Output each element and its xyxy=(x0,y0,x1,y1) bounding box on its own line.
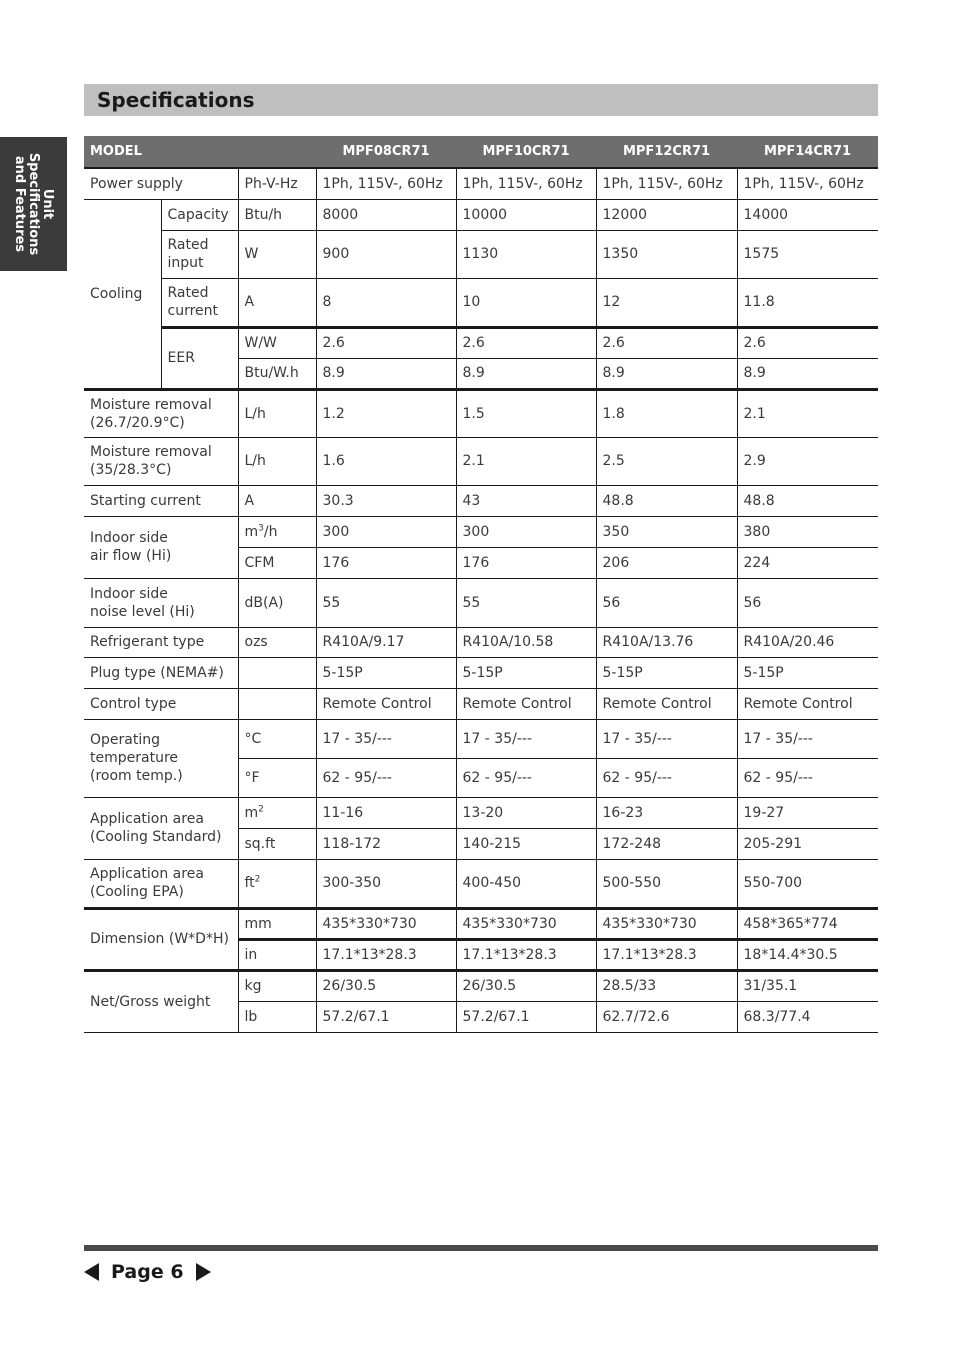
value-cell: 118-172 xyxy=(316,828,456,859)
header-model-3: MPF12CR71 xyxy=(596,136,737,168)
value-cell: Remote Control xyxy=(316,688,456,719)
unit-cell: mm xyxy=(238,908,316,939)
unit-superscript: 2 xyxy=(258,803,264,814)
value-cell: 380 xyxy=(737,516,878,547)
row-label-line-2: (Cooling EPA) xyxy=(90,884,184,900)
value-cell: 2.5 xyxy=(596,437,737,485)
specifications-table xyxy=(84,136,878,1033)
value-cell: Remote Control xyxy=(456,688,596,719)
row-label xyxy=(84,437,238,485)
triangle-left-icon[interactable] xyxy=(84,1263,99,1281)
value-cell: 1Ph, 115V-, 60Hz xyxy=(316,168,456,199)
value-cell: 17 - 35/--- xyxy=(596,719,737,758)
unit-cell: kg xyxy=(238,970,316,1001)
value-cell: 172-248 xyxy=(596,828,737,859)
value-cell: 68.3/77.4 xyxy=(737,1001,878,1032)
value-cell: 400-450 xyxy=(456,859,596,908)
row-label: Refrigerant type xyxy=(84,627,238,657)
value-cell: 55 xyxy=(316,578,456,627)
value-cell: 17.1*13*28.3 xyxy=(316,939,456,970)
header-model: MODEL xyxy=(84,136,316,168)
page-number: Page 6 xyxy=(111,1261,184,1283)
unit-base: m xyxy=(244,523,259,540)
table-row xyxy=(84,578,878,627)
value-cell: 205-291 xyxy=(737,828,878,859)
value-cell: 1350 xyxy=(596,230,737,278)
value-cell: 435*330*730 xyxy=(596,908,737,939)
value-cell: 8.9 xyxy=(316,358,456,389)
value-cell: 17 - 35/--- xyxy=(316,719,456,758)
unit-cell xyxy=(238,688,316,719)
sub-label-line-1: Rated xyxy=(167,237,209,253)
row-label-line-2: air flow (Hi) xyxy=(90,548,172,564)
value-cell: 300 xyxy=(456,516,596,547)
value-cell: 300-350 xyxy=(316,859,456,908)
value-cell: 17 - 35/--- xyxy=(737,719,878,758)
value-cell: 300 xyxy=(316,516,456,547)
value-cell: 1Ph, 115V-, 60Hz xyxy=(737,168,878,199)
sub-label-line-1: Rated xyxy=(167,285,209,301)
value-cell: 206 xyxy=(596,547,737,578)
value-cell: 26/30.5 xyxy=(316,970,456,1001)
row-label-line-1: Application area xyxy=(90,866,204,882)
row-label: Control type xyxy=(84,688,238,719)
value-cell: 900 xyxy=(316,230,456,278)
value-cell: 2.6 xyxy=(596,327,737,358)
header-model-2: MPF10CR71 xyxy=(456,136,596,168)
page-navigation xyxy=(84,1258,211,1286)
table-row xyxy=(84,797,878,828)
value-cell: 140-215 xyxy=(456,828,596,859)
unit-cell: in xyxy=(238,939,316,970)
unit-cell: A xyxy=(238,485,316,516)
unit-cell: ozs xyxy=(238,627,316,657)
value-cell: 11.8 xyxy=(737,278,878,327)
sub-label-eer: EER xyxy=(161,327,238,389)
row-label-line-1: Operating xyxy=(90,732,160,748)
triangle-right-icon[interactable] xyxy=(196,1263,211,1281)
value-cell: R410A/20.46 xyxy=(737,627,878,657)
page-title: Specifications xyxy=(97,88,255,112)
value-cell: 5-15P xyxy=(737,657,878,688)
section-title-bar xyxy=(84,84,878,116)
value-cell: 10000 xyxy=(456,199,596,230)
row-label-line-1: Moisture removal xyxy=(90,444,212,460)
table-row xyxy=(84,516,878,547)
value-cell: 48.8 xyxy=(737,485,878,516)
sub-label: Capacity xyxy=(161,199,238,230)
row-label-line-2: temperature xyxy=(90,750,178,766)
value-cell: 55 xyxy=(456,578,596,627)
unit-cell: sq.ft xyxy=(238,828,316,859)
value-cell: 224 xyxy=(737,547,878,578)
side-tab-text xyxy=(13,153,55,255)
table-row xyxy=(84,168,878,199)
footer-divider xyxy=(84,1245,878,1251)
unit-superscript: 2 xyxy=(254,874,261,885)
side-tab-line-1: Unit xyxy=(40,188,56,220)
value-cell: 458*365*774 xyxy=(737,908,878,939)
unit-cell xyxy=(238,657,316,688)
table-row xyxy=(84,719,878,758)
value-cell: 1Ph, 115V-, 60Hz xyxy=(596,168,737,199)
value-cell: 57.2/67.1 xyxy=(456,1001,596,1032)
value-cell: 2.6 xyxy=(737,327,878,358)
table-row xyxy=(84,627,878,657)
value-cell: 8.9 xyxy=(456,358,596,389)
table-row xyxy=(84,437,878,485)
value-cell: 43 xyxy=(456,485,596,516)
value-cell: 5-15P xyxy=(456,657,596,688)
value-cell: 8.9 xyxy=(737,358,878,389)
row-label-line-2: (Cooling Standard) xyxy=(90,829,222,845)
table-row xyxy=(84,908,878,939)
value-cell: 1.2 xyxy=(316,389,456,437)
value-cell: 2.6 xyxy=(316,327,456,358)
value-cell: 28.5/33 xyxy=(596,970,737,1001)
value-cell: 8 xyxy=(316,278,456,327)
value-cell: 48.8 xyxy=(596,485,737,516)
value-cell: 1575 xyxy=(737,230,878,278)
side-tab-line-3: and Features xyxy=(12,155,28,253)
value-cell: 2.6 xyxy=(456,327,596,358)
unit-cell xyxy=(238,516,316,547)
row-label-line-1: Indoor side xyxy=(90,530,168,546)
value-cell: 12000 xyxy=(596,199,737,230)
value-cell: 176 xyxy=(456,547,596,578)
row-label-line-2: (35/28.3°C) xyxy=(90,462,172,478)
unit-cell: L/h xyxy=(238,437,316,485)
value-cell: 176 xyxy=(316,547,456,578)
sub-label-line-2: input xyxy=(167,255,204,271)
side-tab-line-2: Specifications xyxy=(26,152,42,256)
value-cell: 435*330*730 xyxy=(456,908,596,939)
value-cell: 1Ph, 115V-, 60Hz xyxy=(456,168,596,199)
value-cell: 62 - 95/--- xyxy=(316,758,456,797)
value-cell: 5-15P xyxy=(316,657,456,688)
row-label xyxy=(84,578,238,627)
row-label: Power supply xyxy=(84,168,238,199)
unit-cell xyxy=(238,859,316,908)
unit-cell: Btu/W.h xyxy=(238,358,316,389)
unit-base: m xyxy=(244,804,259,821)
value-cell: 30.3 xyxy=(316,485,456,516)
value-cell: 1.5 xyxy=(456,389,596,437)
table-row xyxy=(84,199,878,230)
value-cell: 56 xyxy=(596,578,737,627)
row-label-line-2: noise level (Hi) xyxy=(90,603,195,620)
unit-cell: A xyxy=(238,278,316,327)
value-cell: 56 xyxy=(737,578,878,627)
unit-cell: °F xyxy=(238,758,316,797)
sub-label xyxy=(161,230,238,278)
table-row xyxy=(84,327,878,358)
value-cell: 500-550 xyxy=(596,859,737,908)
table-header-row xyxy=(84,136,878,168)
value-cell: Remote Control xyxy=(596,688,737,719)
value-cell: 18*14.4*30.5 xyxy=(737,939,878,970)
value-cell: 19-27 xyxy=(737,797,878,828)
unit-cell: W xyxy=(238,230,316,278)
value-cell: 16-23 xyxy=(596,797,737,828)
unit-base: ft xyxy=(244,875,255,891)
table-row xyxy=(84,278,878,327)
sub-label-line-2: current xyxy=(167,303,219,319)
value-cell: 62 - 95/--- xyxy=(596,758,737,797)
value-cell: 435*330*730 xyxy=(316,908,456,939)
row-label-cooling: Cooling xyxy=(84,199,161,389)
table-row xyxy=(84,485,878,516)
value-cell: 1.8 xyxy=(596,389,737,437)
value-cell: 5-15P xyxy=(596,657,737,688)
row-label-line-1: Moisture removal xyxy=(90,396,212,413)
value-cell: 26/30.5 xyxy=(456,970,596,1001)
value-cell: 17 - 35/--- xyxy=(456,719,596,758)
row-label xyxy=(84,516,238,578)
row-label: Dimension (W*D*H) xyxy=(84,908,238,970)
unit-cell: Ph-V-Hz xyxy=(238,168,316,199)
table-row xyxy=(84,688,878,719)
table-row xyxy=(84,230,878,278)
value-cell: 1130 xyxy=(456,230,596,278)
value-cell: R410A/9.17 xyxy=(316,627,456,657)
row-label xyxy=(84,389,238,437)
value-cell: 62 - 95/--- xyxy=(737,758,878,797)
header-model-1: MPF08CR71 xyxy=(316,136,456,168)
row-label: Starting current xyxy=(84,485,238,516)
unit-cell: °C xyxy=(238,719,316,758)
value-cell: Remote Control xyxy=(737,688,878,719)
unit-cell: dB(A) xyxy=(238,578,316,627)
value-cell: 12 xyxy=(596,278,737,327)
value-cell: 10 xyxy=(456,278,596,327)
value-cell: 14000 xyxy=(737,199,878,230)
unit-cell xyxy=(238,797,316,828)
value-cell: 11-16 xyxy=(316,797,456,828)
value-cell: 31/35.1 xyxy=(737,970,878,1001)
value-cell: 1.6 xyxy=(316,437,456,485)
unit-cell: W/W xyxy=(238,327,316,358)
row-label xyxy=(84,859,238,908)
value-cell: 62 - 95/--- xyxy=(456,758,596,797)
value-cell: 550-700 xyxy=(737,859,878,908)
unit-tail: /h xyxy=(263,523,278,540)
row-label-line-1: Application area xyxy=(90,811,204,827)
value-cell: 2.1 xyxy=(737,389,878,437)
row-label xyxy=(84,797,238,859)
unit-cell: L/h xyxy=(238,389,316,437)
value-cell: 2.9 xyxy=(737,437,878,485)
unit-cell: Btu/h xyxy=(238,199,316,230)
unit-superscript: 3 xyxy=(258,522,264,533)
table-row xyxy=(84,389,878,437)
value-cell: 17.1*13*28.3 xyxy=(456,939,596,970)
value-cell: 13-20 xyxy=(456,797,596,828)
value-cell: 57.2/67.1 xyxy=(316,1001,456,1032)
value-cell: 2.1 xyxy=(456,437,596,485)
row-label xyxy=(84,719,238,797)
row-label-line-2: (26.7/20.9°C) xyxy=(90,414,185,431)
unit-cell: lb xyxy=(238,1001,316,1032)
row-label: Net/Gross weight xyxy=(84,970,238,1032)
row-label-line-1: Indoor side xyxy=(90,585,168,602)
value-cell: 8000 xyxy=(316,199,456,230)
value-cell: 62.7/72.6 xyxy=(596,1001,737,1032)
row-label-line-3: (room temp.) xyxy=(90,768,183,784)
sub-label xyxy=(161,278,238,327)
unit-cell: CFM xyxy=(238,547,316,578)
row-label: Plug type (NEMA#) xyxy=(84,657,238,688)
header-model-4: MPF14CR71 xyxy=(737,136,878,168)
value-cell: 350 xyxy=(596,516,737,547)
table-row xyxy=(84,859,878,908)
value-cell: 17.1*13*28.3 xyxy=(596,939,737,970)
value-cell: R410A/13.76 xyxy=(596,627,737,657)
value-cell: 8.9 xyxy=(596,358,737,389)
table-row xyxy=(84,970,878,1001)
section-side-tab[interactable] xyxy=(0,137,67,271)
table-row xyxy=(84,657,878,688)
value-cell: R410A/10.58 xyxy=(456,627,596,657)
